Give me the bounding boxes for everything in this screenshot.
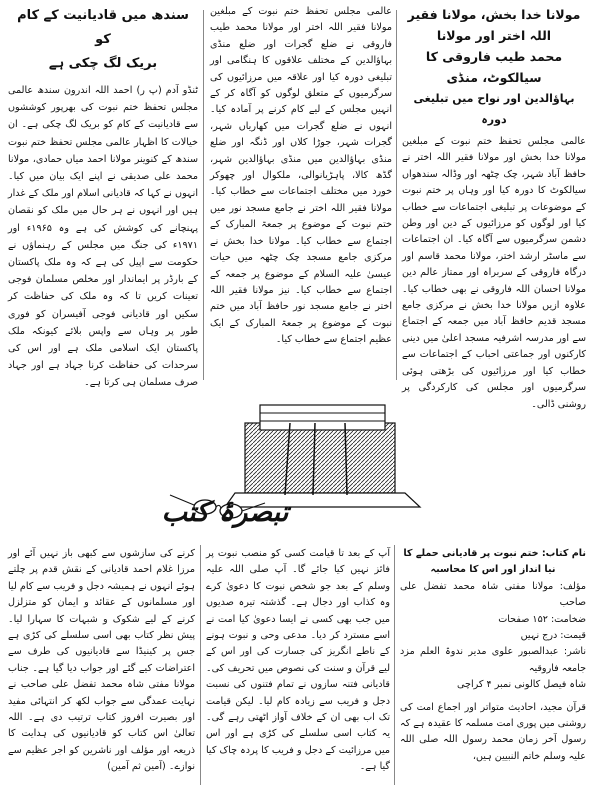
- column-rule: [203, 10, 204, 380]
- article-body: ٹنڈو آدم (پ ر) احمد اللہ اندرون سندھ عالمی مجلس تحفظ ختم نبوت کی بھرپور کوششوں سے قادیانیت کے کام کو بریک لگ چکی ہے۔ ان خیالات کا اظہار عالمی مجلس تحفظ ختم نبوت سندھ کے کنوینر مولانا احمد میاں حمادی، مولانا محمد علی صدیقی نے اپنے ایک بیان میں کیا۔ انہوں نے کہا کہ قادیانی اسلام اور ملک کے غدار ہیں اور انہوں نے ہر حال میں ملک کو نقصان پہنچانے کی کوشش کی ہے وہ ۱۹۶۵ء اور ۱۹۷۱ء کی جنگ میں مجلس کے رہنماؤں نے حکومت سے اپیل کی ہے کہ وہ ملک پاکستان کے بارڈر پر ایماندار اور مخلص مسلمان فوجی تعینات کریں تا کہ وہ ملک کی حفاظت کر سکیں اور قادیانی فوجی آفیسران کو فوری طور پر وہاں سے واپس بلائے کیونکہ ملک پاکستان ایک اسلامی ملک ہے اور اس کی سرحدات کی حفاظت کرنا جہاد ہے اور جہاد صرف مسلمان ہی کرتا ہے۔: [8, 85, 198, 389]
- book-pages: ضخامت: ۱۵۲ صفحات: [498, 613, 586, 625]
- headline-line: مولانا خدا بخش، مولانا فقیر اللہ اختر اور مولانا: [407, 7, 581, 43]
- section-divider: [8, 537, 586, 538]
- headline-line: سندھ میں قادیانیت کے کام کو: [17, 8, 189, 47]
- review-body: کرنے کی سازشوں سے کبھی باز نہیں آئے اور مرزا غلام احمد قادیانی کے نقش قدم پر چلتے ہوئے انہوں نے ہمیشہ دجل و فریب سے کام لیا اور مسلمانوں کے عقائد و ایمان کو متزلزل کرنے کے لیے شکوک و شبہات کا سہارا لیا۔ پیش نظر کتاب بھی اسی سلسلے کی کڑی ہے جس پر کینیڈا سے قادیانیوں کی طرف سے اعتراضات کیے گئے اور جواب دیا گیا ہے۔ جناب مولانا مفتی شاہ محمد تفضل علی صاحب نے نہایت عمدگی سے جواب لکھ کر انتہائی مفید اور بصیرت افروز کتاب ترتیب دی ہے۔ اللہ تعالیٰ اس کتاب کو قادیانیوں کی ہدایت کا ذریعہ اور مؤلف اور ناشرین کو اجر عظیم سے نوازے۔ (آمین ثم آمین): [8, 548, 195, 773]
- article-headline: [402, 4, 586, 130]
- headline-line: بریک لگ چکی ہے: [48, 56, 158, 71]
- book-publisher: ناشر: عبدالصبور علوی مدیر ندوۃ العلم مزد جامعہ فاروقیہ: [400, 646, 586, 674]
- column-rule: [200, 545, 201, 785]
- review-body: قرآن مجید، احادیث متواتر اور اجماع امت کی روشنی میں پوری امت مسلمہ کا عقیدہ ہے کہ رسول آخر زمان محمد رسول اللہ صلی اللہ علیہ وسلم خاتم النبیین ہیں،: [399, 701, 586, 762]
- article-gujrat-tour: [210, 4, 392, 349]
- article-body: عالمی مجلس تحفظ ختم نبوت کے مبلغین مولانا فقیر اللہ اختر اور مولانا محمد طیب فاروقی نے ضلع گجرات اور ضلع منڈی بہاؤالدین کے مختلف علاقوں کا ہنگامی اور تبلیغی دورہ کیا اور علاقہ میں مرزائیوں کی سرگرمیوں کے متعلق لوگوں کو آگاہ کر کے انہیں مجلس کے لیے کام کرنے پر آمادہ کیا۔ انہوں نے ضلع گجرات میں کھاریاں شہر، گجرات شہر، جوڑا کلاں اور ڈنگہ اور ضلع منڈی بہاؤالدین میں منڈی بہاؤالدین شہر، گڈھ کالا، پاہڑیانوالی، ملکوال اور چھوکر خورد میں مختلف اجتماعات سے خطاب کیا۔ مولانا فقیر اللہ اختر نے جامع مسجد نور میں ختم نبوت کے موضوع پر جمعۃ المبارک کے اجتماع سے خطاب کیا۔ مولانا خدا بخش نے مرکزی جامع مسجد چک چٹھہ میں حیات عیسیٰ علیہ السلام کے موضوع پر جمعہ کے اجتماع سے خطاب کیا۔ نیز مولانا فقیر اللہ اختر نے جامع مسجد نور حافظ آباد میں ختم نبوت کے موضوع پر جمعۃ المبارک کے ایک عظیم اجتماع سے خطاب کیا۔: [210, 6, 392, 346]
- book-title: نیا انداز اور اس کا محاسبہ: [430, 564, 556, 576]
- review-body: آپ کے بعد تا قیامت کسی کو منصب نبوت پر فائز نہیں کیا جائے گا۔ آپ صلی اللہ علیہ وسلم کے بعد جو شخص نبوت کا دعویٰ کرے وہ کذاب اور دجال ہے۔ گذشتہ تیرہ صدیوں میں جب بھی کسی نے ایسا دعویٰ کیا امت نے اسے مسترد کر دیا۔ مدعی وحی و نبوت ہونے کے ناطے انگریز کی جسارت کی اور اس کے لیے قرآن و سنت کی نصوص میں تحریف کی۔ قادیانی فتنہ سازوں نے تمام فتنوں کی نسبت دجل و فریب سے زیادہ کام لیا۔ لیکن قیامت تک اب بھی ان کے خلاف آواز اٹھتی رہے گی۔ یہ کتاب اسی سلسلے کی کڑی ہے اور اس میں مرزائیت کے دجل و فریب کا پردہ چاک کیا گیا ہے۔: [206, 548, 390, 773]
- review-middle-column: [206, 546, 390, 776]
- review-heading: تبصرۂ کتب: [161, 497, 289, 528]
- article-headline: [8, 4, 198, 76]
- article-sindh-qadianiyat: [8, 4, 198, 392]
- book-author: مؤلف: مولانا مفتی شاہ محمد تفضل علی صاحب: [400, 580, 586, 609]
- headline-line: محمد طیب فاروقی کا سیالکوٹ، منڈی: [425, 49, 563, 85]
- column-rule: [396, 10, 397, 380]
- book-publisher-address: شاہ فیصل کالونی نمبر ۴ کراچی: [457, 679, 586, 691]
- headline-line: بہاؤالدین اور نواح میں تبلیغی دورہ: [413, 92, 575, 126]
- column-rule: [394, 545, 395, 785]
- article-tabligh-sialkot: [402, 4, 586, 413]
- review-left-column: [8, 546, 195, 776]
- article-body: عالمی مجلس تحفظ ختم نبوت کے مبلغین مولانا خدا بخش اور مولانا فقیر اللہ اختر نے حافظ آباد شہر، چک چٹھہ اور وڈالہ سندھواں سیالکوٹ کا دورہ کیا اور وہاں پر ختم نبوت کے موضوعات پر تبلیغی اجتماعات سے خطاب کیا اور لوگوں کو مرزائیوں کے دین اور وطن دشمن سرگرمیوں سے آگاہ کیا۔ ان اجتماعات سے ماسٹر ارشد اختر، مولانا محمد قاسم اور درگاہ فاروقی کے سربراہ اور ممتاز عالم دین مولانا احسان اللہ فاروقی نے بھی خطاب کیا۔ علاوہ ازیں مولانا خدا بخش نے مرکزی جامع مسجد قدیم حافظ آباد میں جمعہ کے اجتماع سے اور مدرسہ اشرفیہ مسجد اعلیٰ میں دینی کارکنوں اور جماعتی احباب کے اجتماعات سے خطاب کیا اور مرزائیوں کی بڑھتی ہوئی سرگرمیوں اور مجلس کی کارکردگی پر روشنی ڈالی۔: [402, 136, 586, 410]
- book-title: نام کتاب: ختم نبوت پر قادیانی حملے کا: [403, 548, 586, 559]
- review-book-info: [400, 546, 586, 765]
- book-price: قیمت: درج نہیں: [520, 630, 586, 642]
